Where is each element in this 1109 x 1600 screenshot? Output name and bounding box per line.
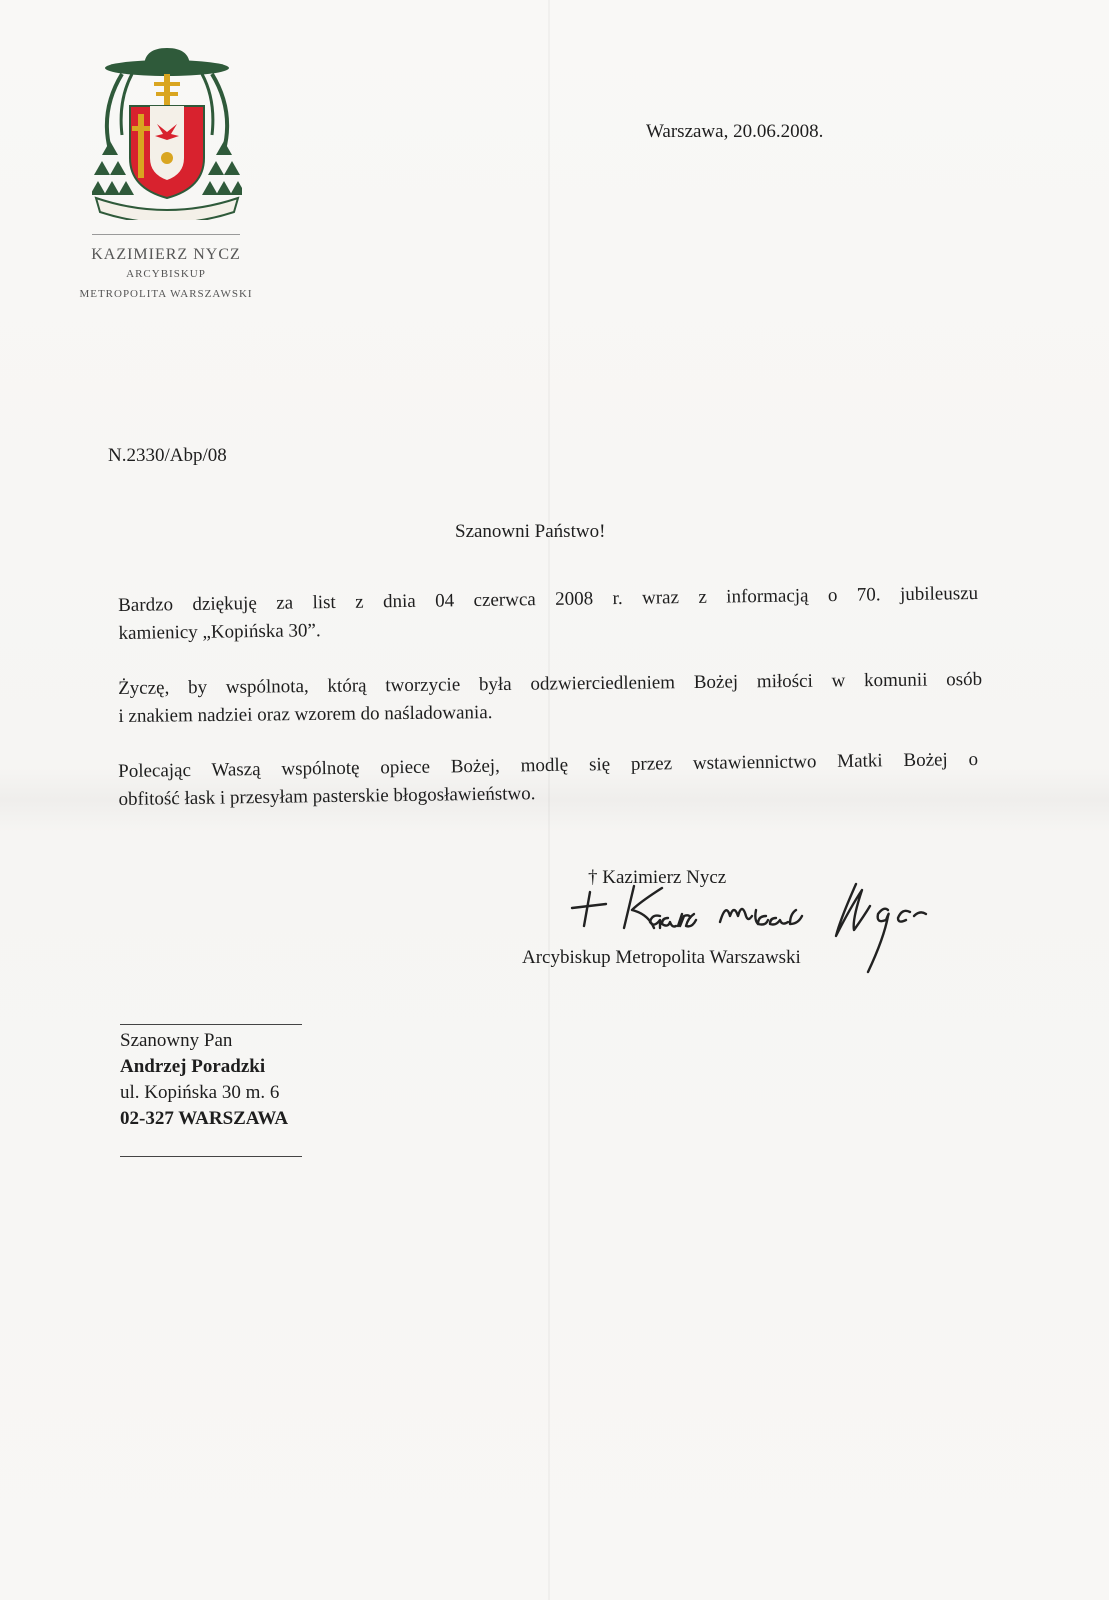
sender-name: KAZIMIERZ NYCZ	[91, 246, 241, 263]
addressee-street: ul. Kopińska 30 m. 6	[120, 1082, 280, 1103]
letter-date: Warszawa, 20.06.2008.	[646, 121, 824, 142]
paragraph-line: Bardzo dziękuję za list z dnia 04 czerwca 2008 r. wraz z informacją o 70. jubileuszu	[118, 582, 979, 616]
paragraph-line: Polecając Waszą wspólnotę opiece Bożej, modlę się przez wstawiennictwo Matki Bożej o	[118, 748, 979, 782]
address-divider-top	[120, 1024, 302, 1025]
address-divider-bottom	[120, 1156, 302, 1157]
paragraph-line: Życzę, by wspólnota, którą tworzycie była odzwierciedleniem Bożej miłości w komunii osób	[118, 668, 983, 699]
signer-title: Arcybiskup Metropolita Warszawski	[522, 947, 801, 968]
header-divider	[92, 234, 240, 235]
paragraph-2	[118, 666, 983, 731]
paragraph-1	[118, 580, 979, 648]
reference-number: N.2330/Abp/08	[108, 445, 227, 466]
sender-office: METROPOLITA WARSZAWSKI	[79, 288, 253, 300]
salutation: Szanowni Państwo!	[455, 521, 606, 542]
addressee-city: 02-327 WARSZAWA	[120, 1108, 289, 1129]
paragraph-line: i znakiem nadziei oraz wzorem do naśladowania.	[118, 702, 493, 727]
coat-of-arms-icon	[92, 40, 242, 220]
addressee-salutation: Szanowny Pan	[120, 1030, 233, 1051]
paragraph-3	[118, 746, 979, 814]
sender-role: ARCYBISKUP	[126, 268, 206, 280]
addressee-name: Andrzej Poradzki	[120, 1056, 266, 1077]
paragraph-line: kamienicy „Kopińska 30”.	[118, 620, 321, 644]
signer-printed-name: † Kazimierz Nycz	[588, 867, 727, 888]
paragraph-line: obfitość łask i przesyłam pasterskie błogosławieństwo.	[118, 783, 536, 810]
